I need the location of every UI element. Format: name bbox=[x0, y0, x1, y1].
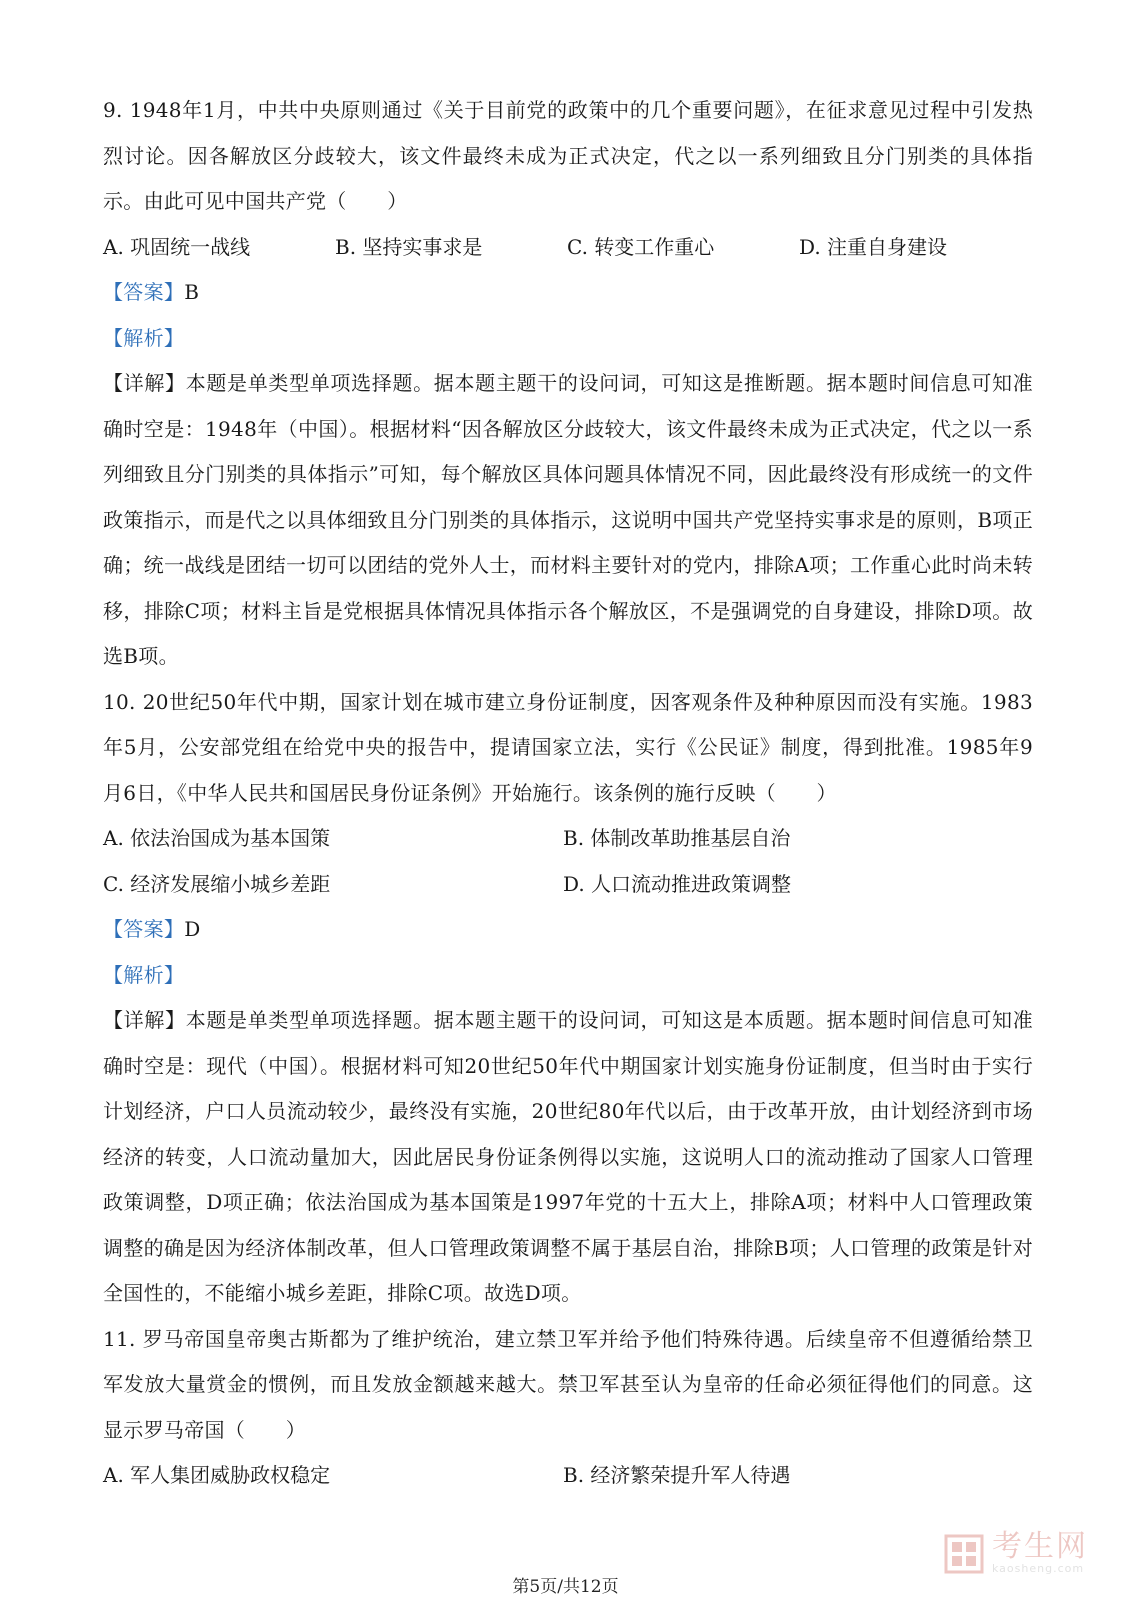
q10-option-a: A. 依法治国成为基本国策 bbox=[103, 826, 331, 850]
q9-answer: B bbox=[184, 280, 200, 304]
q9-analysis-tag: 【解析】 bbox=[103, 325, 185, 350]
q9-option-c: C. 转变工作重心 bbox=[567, 234, 715, 259]
q11-options-row1 bbox=[103, 1453, 1033, 1499]
q10-detail-text: 本题是单类型单项选择题。据本题主题干的设问词，可知这是本质题。据本题时间信息可知准确时空是：现代（中国）。根据材料可知20世纪50年代中期国家计划实施身份证制度，但当时由于实行计划经济，户口人员流动较少，最终没有实施，20世纪80年代以后，由于改革开放，由计划经济到市场经济的转变，人口流动量加大，因此居民身份证条例得以实施，这说明人口的流动推动了国家人口管理政策调整，D项正确；依法治国成为基本国策是1997年党的十五大上，排除A项；材料中人口管理政策调整的确是因为经济体制改革，但人口管理政策调整不属于基层自治，排除B项；人口管理的政策是针对全国性的，不能缩小城乡差距，排除C项。故选D项。 bbox=[103, 1008, 1033, 1305]
watermark-text bbox=[992, 1529, 1088, 1575]
q10-option-d: D. 人口流动推进政策调整 bbox=[563, 871, 792, 896]
q10-detail-tag: 【详解】 bbox=[103, 1008, 186, 1032]
q9-answer-line bbox=[103, 270, 1033, 316]
q11-option-a: A. 军人集团威胁政权稳定 bbox=[103, 1463, 331, 1487]
exam-page bbox=[103, 88, 1033, 1499]
watermark bbox=[944, 1529, 1088, 1575]
q9-stem: 9. 1948年1月，中共中央原则通过《关于目前党的政策中的几个重要问题》，在征求意见过程中引发热烈讨论。因各解放区分歧较大，该文件最终未成为正式决定，代之以一系列细致且分门别类的具体指示。由此可见中国共产党（ ） bbox=[103, 98, 1033, 213]
q10-detail bbox=[103, 998, 1033, 1317]
q10-answer-line bbox=[103, 907, 1033, 953]
q9-option-d: D. 注重自身建设 bbox=[799, 234, 948, 259]
q10-analysis-tag: 【解析】 bbox=[103, 962, 185, 987]
q9-detail-tag: 【详解】 bbox=[103, 371, 186, 395]
q10-option-c: C. 经济发展缩小城乡差距 bbox=[103, 871, 331, 896]
q9-option-b: B. 坚持实事求是 bbox=[335, 234, 483, 259]
q10-analysis-line bbox=[103, 953, 1033, 999]
q10-stem: 10. 20世纪50年代中期，国家计划在城市建立身份证制度，因客观条件及种种原因而没有实施。1983年5月，公安部党组在给党中央的报告中，提请国家立法，实行《公民证》制度，得到批准。1985年9月6日，《中华人民共和国居民身份证条例》开始施行。该条例的施行反映（ ） bbox=[103, 689, 1033, 805]
q9-answer-tag: 【答案】 bbox=[103, 280, 185, 304]
q9-analysis-line bbox=[103, 316, 1033, 362]
q10-options-row2 bbox=[103, 862, 1033, 908]
q9-option-a: A. 巩固统一战线 bbox=[103, 234, 251, 259]
q10-option-b: B. 体制改革助推基层自治 bbox=[563, 826, 791, 850]
q11-option-b: B. 经济繁荣提升军人待遇 bbox=[563, 1463, 791, 1487]
kaosheng-logo-icon bbox=[944, 1534, 984, 1574]
q9-detail-text: 本题是单类型单项选择题。据本题主题干的设问词，可知这是推断题。据本题时间信息可知准确时空是：1948年（中国）。根据材料“因各解放区分歧较大，该文件最终未成为正式决定，代之以一系列细致且分门别类的具体指示”可知，每个解放区具体问题具体情况不同，因此最终没有形成统一的文件政策指示，而是代之以具体细致且分门别类的具体指示，这说明中国共产党坚持实事求是的原则，B项正确；统一战线是团结一切可以团结的党外人士，而材料主要针对的党内，排除A项；工作重心此时尚未转移，排除C项；材料主旨是党根据具体情况具体指示各个解放区，不是强调党的自身建设，排除D项。故选B项。 bbox=[103, 371, 1033, 668]
watermark-en: kaosheng.com bbox=[992, 1562, 1085, 1575]
watermark-cn: 考生网 bbox=[992, 1529, 1088, 1564]
q9-options bbox=[103, 225, 1033, 271]
q10-options-row1 bbox=[103, 816, 1033, 862]
q9-detail bbox=[103, 361, 1033, 680]
page-footer: 第5页/共12页 bbox=[512, 1577, 619, 1597]
q11-stem: 11. 罗马帝国皇帝奥古斯都为了维护统治，建立禁卫军并给予他们特殊待遇。后续皇帝不但遵循给禁卫军发放大量赏金的惯例，而且发放金额越来越大。禁卫军甚至认为皇帝的任命必须征得他们的同意。这显示罗马帝国（ ） bbox=[103, 1326, 1033, 1442]
q10-answer: D bbox=[184, 917, 201, 941]
q10-answer-tag: 【答案】 bbox=[103, 917, 185, 941]
